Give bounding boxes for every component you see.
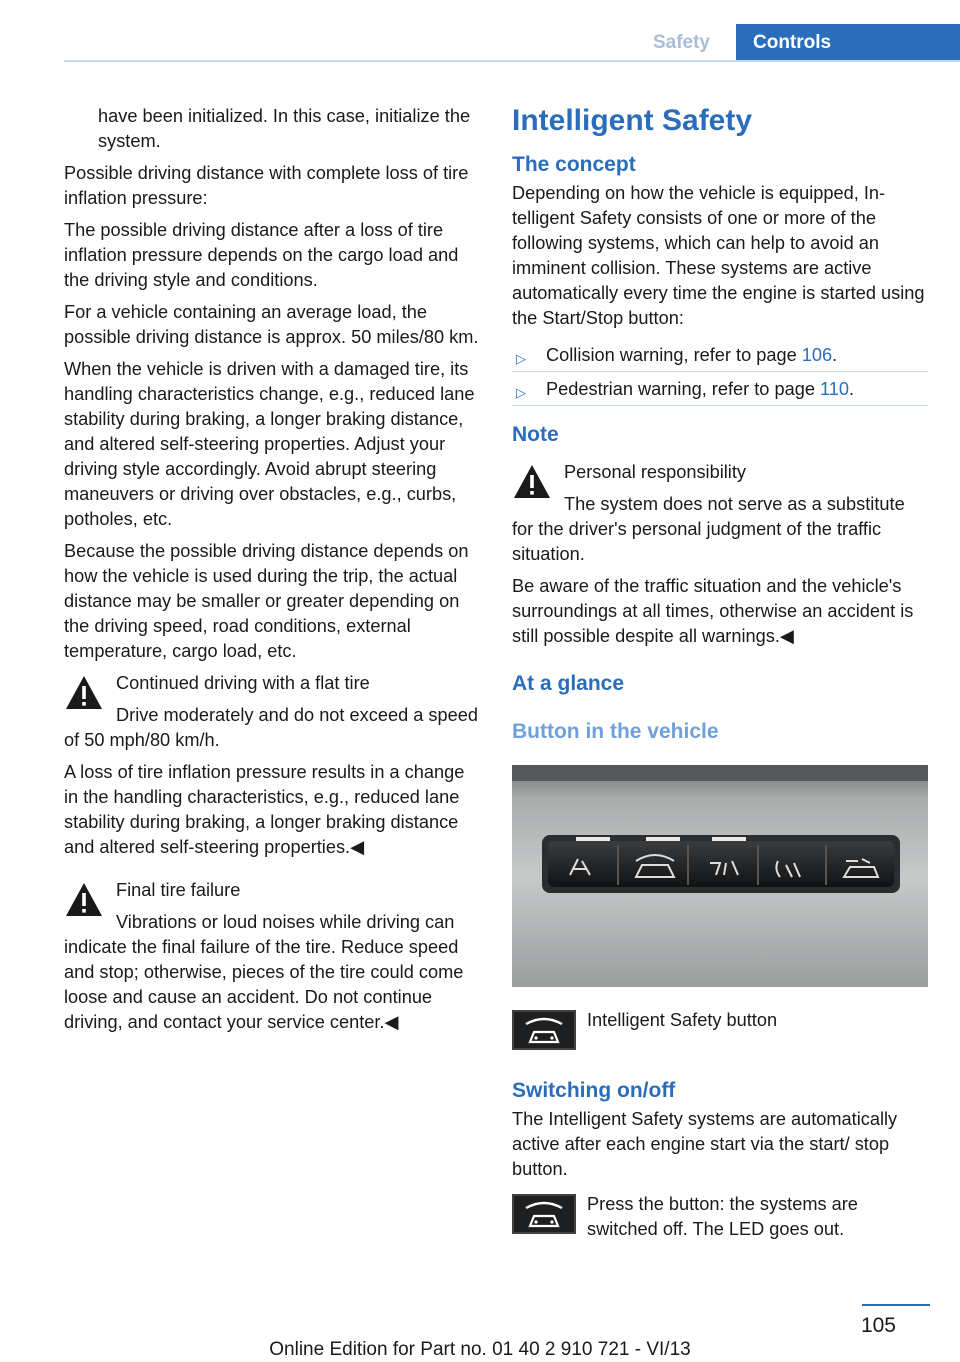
heading-note: Note: [512, 423, 559, 446]
paragraph-damaged-tire: When the vehicle is driven with a damaged tire, its handling characteristics change, e.g., reduced lane stability during braking, a longer braking distance, and altered self-steering properties. Adjust your driving style accordingly. Avoid abrupt steering maneuvers or driving over obstacles, e.g., curbs, potholes, etc.: [64, 359, 475, 529]
page-link-110[interactable]: 110: [820, 379, 849, 399]
paragraph-concept: Depending on how the vehicle is equipped, Intelligent Safety consists of one or more of the following systems, which can help to avoid an imminent collision. These systems are active automatically every time the engine is started using the Start/Stop button:: [512, 183, 925, 328]
list-item: ▷ Pedestrian warning, refer to page 110.: [512, 372, 928, 406]
page-number: 105: [860, 1314, 896, 1337]
section-tab-controls[interactable]: Controls: [736, 24, 960, 62]
header-rule: [64, 60, 960, 62]
heading-button-in-vehicle: Button in the vehicle: [512, 720, 719, 743]
heading-concept: The concept: [512, 153, 636, 176]
edition-footer: Online Edition for Part no. 01 40 2 910 721 - VI/13: [269, 1339, 691, 1360]
warning-icon: [512, 462, 552, 502]
page-title: Intelligent Safety: [512, 104, 753, 137]
warning-icon: [64, 880, 104, 920]
intelligent-safety-button-legend: [512, 1008, 928, 1052]
warning-flat-tire: [64, 671, 482, 753]
warning-final-failure: [64, 878, 482, 1035]
page-link-106[interactable]: 106: [801, 345, 833, 365]
paragraph-awareness: Be aware of the traffic situation and the vehicle's surroundings at all times, otherwise an accident is still possible despite all warnings.◀: [512, 576, 914, 646]
paragraph-average-load: For a vehicle containing an average load, the possible driving distance is approx. 50 miles/80 km.: [64, 302, 479, 347]
warning-flat-tire-title: Continued driving with a flat tire: [116, 673, 370, 693]
warning-flat-tire-text: Drive moderately and do not exceed a speed of 50 mph/80 km/h.: [64, 705, 478, 750]
button-caption: Intelligent Safety button: [587, 1010, 778, 1030]
paragraph-pressure-loss: A loss of tire inflation pressure results in a change in the handling characteristics, e.g., reduced lane stability during braking, a longer braking distance and altered self-steering properties.◀: [64, 762, 465, 857]
intelligent-safety-button-icon: [512, 1194, 576, 1234]
footer-rule: [862, 1304, 930, 1306]
bullet-triangle-icon: ▷: [516, 351, 526, 366]
heading-at-a-glance: At a glance: [512, 672, 625, 695]
paragraph-driving-distance-heading: Possible driving distance with complete loss of tire inflation pressure:: [64, 163, 469, 208]
intelligent-safety-button-icon: [512, 1010, 576, 1050]
paragraph-initialize: have been initialized. In this case, initialize the system.: [98, 106, 471, 151]
right-column: [512, 104, 928, 1256]
press-text: Press the button: the systems are switched off. The LED goes out.: [587, 1194, 858, 1239]
section-tab-safety[interactable]: Safety: [652, 32, 710, 53]
vehicle-button-photo: [512, 765, 928, 987]
systems-list: [512, 338, 928, 406]
paragraph-switching: The Intelligent Safety systems are automatically active after each engine start via the start/ stop button.: [512, 1109, 898, 1179]
page-header: [0, 24, 960, 62]
warning-icon: [64, 673, 104, 713]
warning-final-failure-title: Final tire failure: [116, 880, 241, 900]
bullet-triangle-icon: ▷: [516, 385, 526, 400]
press-button-instruction: [512, 1192, 928, 1242]
warning-final-failure-text: Vibrations or loud noises while driving can indicate the final failure of the tire. Reduce speed and stop; otherwise, pieces of the tire could come loose and cause an accident. Do not continue driving, and contact your service center.◀: [64, 912, 464, 1032]
left-column: [64, 104, 482, 1042]
warning-personal-responsibility: [512, 460, 928, 567]
paragraph-driving-distance: The possible driving distance after a loss of tire inflation pressure depends on the cargo load and the driving style and conditions.: [64, 220, 459, 290]
paragraph-actual-distance: Because the possible driving distance depends on how the vehicle is used during the trip, the actual distance may be smaller or greater depending on the driving speed, road conditions, external temperature, cargo load, etc.: [64, 541, 469, 661]
heading-switching: Switching on/off: [512, 1079, 676, 1102]
list-item: ▷ Collision warning, refer to page 106.: [512, 338, 928, 372]
note-text: The system does not serve as a substitute for the driver's personal judgment of the traffic situation.: [512, 494, 905, 564]
note-title: Personal responsibility: [564, 462, 746, 482]
